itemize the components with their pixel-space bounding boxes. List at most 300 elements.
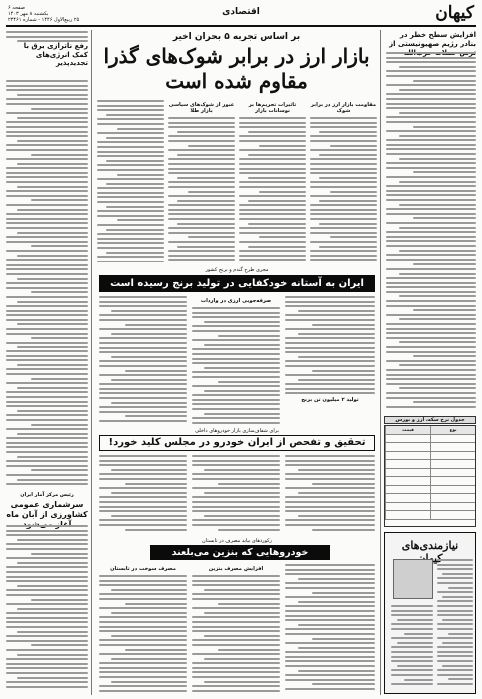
price-table-cell (385, 511, 430, 519)
text-line (399, 250, 476, 252)
text-line (386, 93, 476, 95)
text-line (218, 483, 280, 485)
text-line (285, 305, 375, 307)
car-story-column-3 (99, 455, 187, 535)
text-line (386, 282, 476, 284)
text-line (386, 208, 476, 210)
text-line (6, 483, 88, 485)
text-line (248, 177, 306, 179)
text-line (17, 631, 88, 633)
text-line (310, 204, 377, 206)
text-line (437, 660, 473, 662)
text-line (312, 324, 375, 326)
text-line (192, 339, 280, 341)
text-line (442, 573, 473, 575)
text-line (386, 199, 476, 201)
text-line (386, 148, 476, 150)
text-line (6, 218, 88, 220)
text-line (6, 273, 88, 275)
text-line (111, 402, 187, 404)
text-line (386, 61, 476, 63)
text-line (192, 417, 280, 419)
text-line (391, 610, 433, 612)
text-line (6, 658, 88, 660)
text-line (192, 403, 280, 405)
section-title: اقتصادی (222, 7, 260, 17)
fuel-subhead-1: افزایش مصرف بنزین (208, 566, 264, 572)
text-line (285, 660, 375, 662)
text-line (391, 623, 433, 625)
text-line (168, 204, 235, 206)
text-line (310, 140, 377, 142)
main-story-column-4 (97, 100, 164, 262)
text-line (285, 519, 375, 521)
car-story-headline: تحقیق و تفحص از ایران خودرو در مجلس کلید خورد! (99, 435, 375, 451)
text-line (391, 651, 433, 653)
text-line (192, 394, 280, 396)
text-line (6, 126, 88, 128)
text-line (386, 291, 476, 293)
text-line (310, 163, 377, 165)
text-line (239, 181, 306, 183)
text-line (437, 655, 473, 657)
text-line (204, 321, 280, 323)
text-line (99, 351, 187, 353)
text-line (386, 70, 476, 72)
text-line (285, 569, 375, 571)
price-table-cell (430, 435, 475, 443)
text-line (310, 218, 377, 220)
text-line (386, 332, 476, 334)
text-line (6, 181, 88, 183)
text-line (399, 318, 476, 320)
text-line (204, 515, 280, 517)
text-line (6, 359, 88, 361)
text-line (117, 128, 164, 130)
text-line (17, 387, 88, 389)
text-line (99, 630, 187, 632)
text-line (31, 245, 88, 247)
text-line (31, 108, 88, 110)
text-line (192, 422, 280, 424)
text-line (99, 676, 187, 678)
text-line (386, 144, 476, 146)
text-line (97, 151, 164, 153)
text-line (192, 487, 280, 489)
text-line (6, 663, 88, 665)
text-line (239, 168, 306, 170)
text-line (192, 496, 280, 498)
text-line (168, 149, 235, 151)
text-line (310, 232, 377, 234)
rice-story-column-2 (192, 296, 280, 424)
text-line (312, 529, 375, 531)
text-line (192, 399, 280, 401)
text-line (168, 250, 235, 252)
text-line (106, 114, 164, 116)
text-line (285, 688, 375, 690)
text-line (386, 323, 476, 325)
main-story-column-2 (239, 100, 306, 262)
text-line (192, 676, 280, 678)
text-line (111, 681, 187, 683)
text-line (285, 665, 375, 667)
text-line (192, 312, 280, 314)
text-line (6, 112, 88, 114)
text-line (6, 328, 88, 330)
text-line (204, 612, 280, 614)
text-line (6, 571, 88, 573)
date-line (8, 5, 94, 23)
text-line (99, 383, 187, 385)
text-line (259, 236, 306, 238)
fuel-story-column-1 (285, 564, 375, 694)
text-line (97, 224, 164, 226)
left-story-2-body (6, 525, 88, 693)
text-line (285, 365, 375, 367)
text-line (285, 360, 375, 362)
text-line (386, 277, 476, 279)
text-line (298, 670, 375, 672)
text-line (97, 155, 164, 157)
text-line (177, 131, 235, 133)
text-line (99, 397, 187, 399)
text-line (99, 662, 187, 664)
text-line (99, 667, 187, 669)
text-line (298, 515, 375, 517)
text-line (386, 57, 476, 59)
newspaper-logo: کیهان (435, 3, 474, 23)
text-line (413, 126, 476, 128)
text-line (125, 649, 187, 651)
text-line (386, 222, 476, 224)
text-line (259, 145, 306, 147)
text-line (17, 323, 88, 325)
text-line (298, 379, 375, 381)
main-story-column-3 (168, 100, 235, 262)
text-line (442, 665, 473, 667)
text-line (6, 236, 88, 238)
text-line (188, 191, 235, 193)
price-table-cell (385, 443, 430, 451)
text-line (437, 623, 473, 625)
text-line (97, 233, 164, 235)
text-line (285, 642, 375, 644)
text-line (6, 396, 88, 398)
text-line (192, 598, 280, 600)
text-line (99, 616, 187, 618)
text-line (285, 473, 375, 475)
price-table-row (385, 469, 475, 478)
text-line (6, 103, 88, 105)
text-line (6, 640, 88, 642)
text-line (31, 424, 88, 426)
left-story-1-body (6, 80, 88, 348)
text-line (310, 172, 377, 174)
text-line (97, 261, 164, 262)
text-line (168, 168, 235, 170)
text-line (97, 141, 164, 143)
text-line (239, 255, 306, 257)
text-line (239, 149, 306, 151)
text-line (99, 319, 187, 321)
column-divider (91, 30, 92, 695)
text-line (437, 646, 473, 648)
text-line (99, 301, 187, 303)
text-line (204, 344, 280, 346)
text-line (97, 210, 164, 212)
text-line (437, 637, 473, 639)
text-line (6, 391, 88, 393)
text-line (285, 596, 375, 598)
text-line (312, 370, 375, 372)
text-line (192, 607, 280, 609)
text-line (31, 154, 88, 156)
text-line (386, 190, 476, 192)
text-line (6, 451, 88, 453)
text-line (413, 355, 476, 357)
text-line (285, 510, 375, 512)
text-line (312, 683, 375, 685)
car-story-column-1 (285, 455, 375, 535)
text-line (391, 660, 433, 662)
text-line (99, 347, 187, 349)
text-line (285, 342, 375, 344)
text-line (248, 154, 306, 156)
left-headline-1: رفع ناترازی برق با کمک انرژی‌های تجدیدپذیر (23, 42, 88, 67)
text-line (168, 241, 235, 243)
text-line (6, 227, 88, 229)
text-line (192, 630, 280, 632)
rice-story-kicker: مجری طرح گندم و برنج کشور (205, 267, 269, 273)
text-line (413, 217, 476, 219)
text-line (17, 346, 88, 348)
text-line (399, 227, 476, 229)
text-line (99, 501, 187, 503)
price-table-cell (385, 503, 430, 511)
text-line (106, 229, 164, 231)
price-table-cell (385, 494, 430, 502)
rice-subhead-2: تولید ۲ میلیون تن برنج (301, 397, 359, 404)
text-line (399, 66, 476, 68)
text-line (239, 163, 306, 165)
price-table-cell (430, 503, 475, 511)
text-line (99, 626, 187, 628)
text-line (298, 310, 375, 312)
text-line (285, 610, 375, 612)
text-line (192, 639, 280, 641)
text-line (31, 644, 88, 646)
text-line (17, 410, 88, 412)
price-table-cell (430, 443, 475, 451)
page-label: صفحه ۶ (8, 5, 25, 11)
text-line (239, 218, 306, 220)
text-line (437, 610, 473, 612)
text-line (17, 278, 88, 280)
text-line (6, 149, 88, 151)
text-line (6, 85, 88, 87)
price-table-cell (385, 460, 430, 468)
text-line (6, 310, 88, 312)
text-line (6, 350, 88, 352)
text-line (239, 140, 306, 142)
text-line (97, 215, 164, 217)
text-line (168, 186, 235, 188)
text-line (188, 145, 235, 147)
text-line (192, 358, 280, 360)
price-table-cell (430, 477, 475, 485)
text-line (6, 176, 88, 178)
text-line (6, 241, 88, 243)
text-line (31, 553, 88, 555)
text-line (386, 397, 476, 399)
main-headline-line-2: مقاوم شده است (165, 69, 308, 93)
text-line (399, 364, 476, 366)
text-line (386, 116, 476, 118)
text-line (437, 605, 473, 607)
text-line (99, 406, 187, 408)
text-line (399, 112, 476, 114)
text-line (239, 122, 306, 124)
text-line (17, 456, 88, 458)
text-line (111, 515, 187, 517)
text-line (99, 365, 187, 367)
price-table-header-type: نوع (430, 426, 475, 434)
text-line (285, 619, 375, 621)
text-line (204, 658, 280, 660)
text-line (125, 370, 187, 372)
text-line (218, 529, 280, 531)
text-line (285, 328, 375, 330)
text-line (386, 254, 476, 256)
text-line (298, 356, 375, 358)
text-line (99, 496, 187, 498)
text-line (391, 674, 433, 676)
text-line (97, 192, 164, 194)
text-line (6, 98, 88, 100)
text-line (192, 307, 280, 309)
text-line (386, 378, 476, 380)
text-line (6, 442, 88, 444)
text-line (6, 144, 88, 146)
text-line (285, 478, 375, 480)
text-line (99, 455, 187, 457)
text-line (168, 117, 235, 119)
text-line (310, 122, 377, 124)
text-line (6, 314, 88, 316)
text-line (6, 401, 88, 403)
text-line (6, 405, 88, 407)
text-line (106, 183, 164, 185)
text-line (99, 305, 187, 307)
text-line (97, 118, 164, 120)
text-line (391, 646, 433, 648)
text-line (204, 681, 280, 683)
text-line (6, 621, 88, 623)
text-line (285, 615, 375, 617)
text-line (168, 172, 235, 174)
text-line (97, 256, 164, 258)
text-line (99, 360, 187, 362)
text-line (99, 506, 187, 508)
text-line (111, 356, 187, 358)
fuel-story-headline: خودروهایی که بنزین می‌بلعند (150, 545, 330, 560)
left-column-misc-text (6, 350, 88, 488)
text-line (99, 510, 187, 512)
text-line (17, 677, 88, 679)
price-table-cell (385, 435, 430, 443)
text-line (168, 181, 235, 183)
text-line (437, 674, 473, 676)
rice-story-column-1 (285, 296, 375, 424)
text-line (399, 295, 476, 297)
text-line (117, 174, 164, 176)
date-text: یکشنبه ۸ مهر ۱۴۰۳ (8, 11, 49, 17)
text-line (168, 195, 235, 197)
text-line (319, 246, 377, 248)
text-line (386, 98, 476, 100)
rice-subhead-1: صرفه‌جویی ارزی در واردات (200, 298, 272, 304)
text-line (6, 594, 88, 596)
text-line (330, 191, 377, 193)
text-line (298, 578, 375, 580)
text-line (399, 158, 476, 160)
text-line (6, 355, 88, 357)
text-line (312, 592, 375, 594)
classifieds-text-2 (391, 605, 433, 689)
text-line (99, 639, 187, 641)
text-line (386, 139, 476, 141)
main-headline-line-1: بازار ارز در برابر شوک‌های گذرا (103, 44, 370, 68)
text-line (99, 337, 187, 339)
text-line (386, 75, 476, 77)
text-line (192, 584, 280, 586)
text-line (386, 103, 476, 105)
text-line (298, 333, 375, 335)
text-line (6, 373, 88, 375)
rice-story-column-3 (99, 296, 187, 424)
text-line (239, 241, 306, 243)
text-line (285, 496, 375, 498)
text-line (319, 131, 377, 133)
text-line (386, 328, 476, 330)
text-line (285, 524, 375, 526)
text-line (6, 603, 88, 605)
text-line (285, 464, 375, 466)
text-line (204, 635, 280, 637)
price-table-cell (430, 511, 475, 519)
text-line (386, 52, 476, 54)
text-line (168, 140, 235, 142)
text-line (192, 662, 280, 664)
text-line (312, 483, 375, 485)
text-line (386, 176, 476, 178)
text-line (192, 330, 280, 332)
text-line (6, 428, 88, 430)
text-line (125, 415, 187, 417)
text-line (106, 137, 164, 139)
text-line (248, 223, 306, 225)
text-line (391, 637, 433, 639)
text-line (6, 414, 88, 416)
text-line (6, 686, 88, 688)
text-line (192, 348, 280, 350)
text-line (204, 413, 280, 415)
text-line (386, 107, 476, 109)
text-line (239, 172, 306, 174)
text-line (386, 240, 476, 242)
fuel-story-column-2 (192, 564, 280, 694)
